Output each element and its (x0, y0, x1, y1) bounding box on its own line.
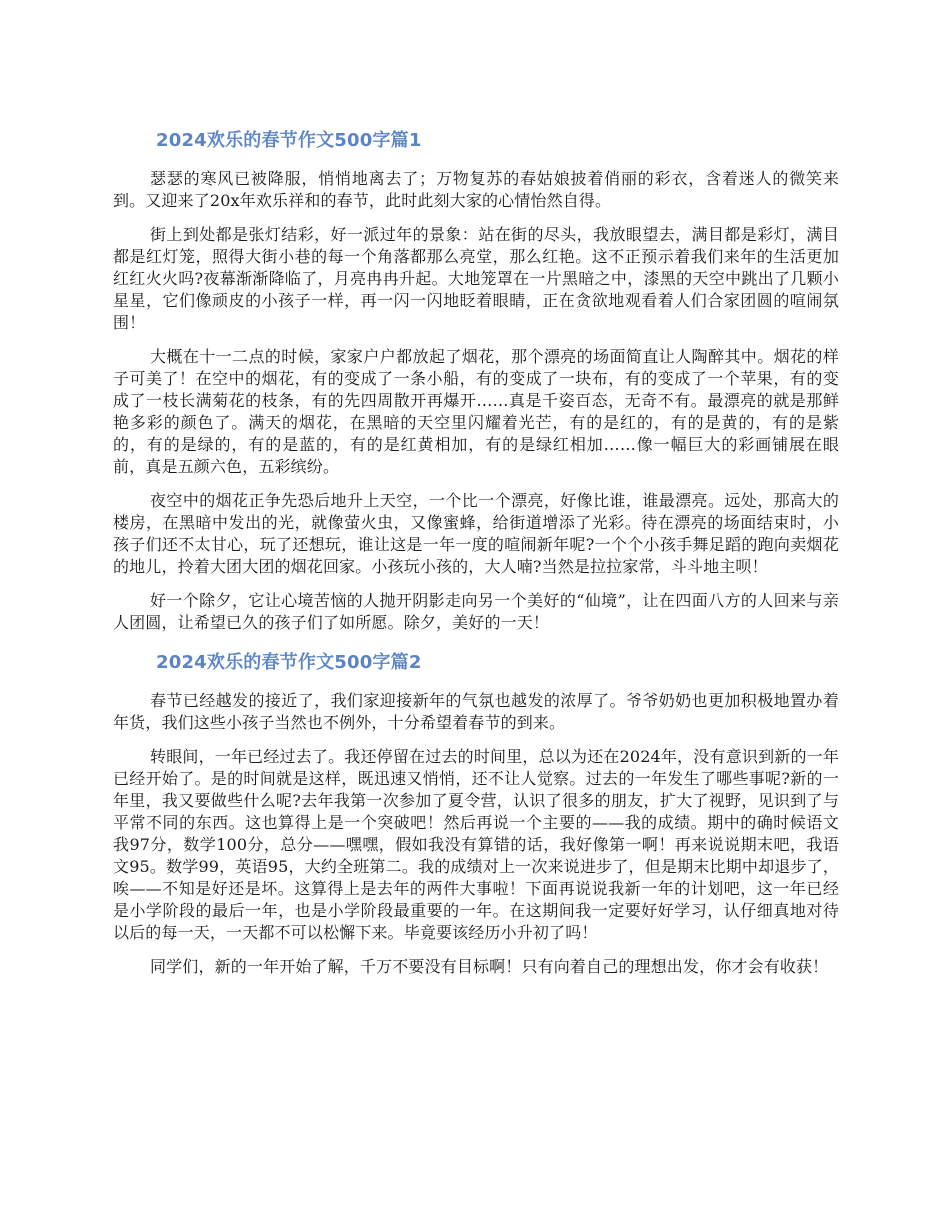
section-1-paragraph-4: 夜空中的烟花正争先恐后地升上天空，一个比一个漂亮，好像比谁，谁最漂亮。远处，那高大的楼房，在黑暗中发出的光，就像萤火虫，又像蜜蜂，给街道增添了光彩。待在漂亮的场面结束时，小孩子们还不太甘心，玩了还想玩，谁让这是一年一度的喧闹新年呢?一个个小孩手舞足蹈的跑向卖烟花的地儿，拎着大团大团的烟花回家。小孩玩小孩的，大人喃?当然是拉拉家常，斗斗地主呗！ (113, 491, 839, 576)
section-2-paragraph-1: 春节已经越发的接近了，我们家迎接新年的气氛也越发的浓厚了。爷爷奶奶也更加积极地置办着年货，我们这些小孩子当然也不例外，十分希望着春节的到来。 (113, 691, 839, 732)
section-2-paragraph-2: 转眼间，一年已经过去了。我还停留在过去的时间里，总以为还在2024年，没有意识到新的一年已经开始了。是的时间就是这样，既迅速又悄悄，还不让人觉察。过去的一年发生了哪些事呢?新的一年里，我又要做些什么呢?去年我第一次参加了夏令营，认识了很多的朋友，扩大了视野，见识到了与平常不同的东西。这也算得上是一个突破吧！然后再说一个主要的——我的成绩。期中的确时候语文我97分，数学100分，总分——嘿嘿，假如我没有算错的话，我好像第一啊！再来说说期末吧，我语文95。数学99，英语95，大约全班第二。我的成绩对上一次来说进步了，但是期末比期中却退步了，唉——不知是好还是坏。这算得上是去年的两件大事啦！下面再说说我新一年的计划吧，这一年已经是小学阶段的最后一年，也是小学阶段最重要的一年。在这期间我一定要好好学习，认仔细真地对待以后的每一天，一天都不可以松懈下来。毕竟要该经历小升初了吗！ (113, 747, 839, 942)
section-1-paragraph-2: 街上到处都是张灯结彩，好一派过年的景象：站在街的尽头，我放眼望去，满目都是彩灯，满目都是红灯笼，照得大街小巷的每一个角落都那么亮堂，那么红艳。这不正预示着我们来年的生活更加红红火火吗?夜幕渐渐降临了，月亮冉冉升起。大地笼罩在一片黑暗之中，漆黑的天空中跳出了几颗小星星，它们像顽皮的小孩子一样，再一闪一闪地眨着眼睛，正在贪欲地观看着人们合家团圆的喧闹氛围！ (113, 225, 839, 332)
essay-section-2 (113, 646, 839, 978)
section-2-title: 2024欢乐的春节作文500字篇2 (156, 652, 422, 673)
section-1-paragraph-1: 瑟瑟的寒风已被降服，悄悄地离去了；万物复苏的春姑娘披着俏丽的彩衣，含着迷人的微笑来到。又迎来了20x年欢乐祥和的春节，此时此刻大家的心情怡然自得。 (113, 169, 839, 210)
section-2-paragraph-3: 同学们，新的一年开始了解，千万不要没有目标啊！只有向着自己的理想出发，你才会有收获！ (150, 957, 829, 976)
section-1-title: 2024欢乐的春节作文500字篇1 (156, 130, 422, 151)
essay-section-1 (113, 124, 839, 634)
section-1-paragraph-5: 好一个除夕，它让心境苦恼的人抛开阴影走向另一个美好的“仙境”，让在四面八方的人回来与亲人团圆，让希望已久的孩子们了如所愿。除夕，美好的一天！ (113, 591, 839, 632)
document-page (113, 124, 839, 990)
section-1-paragraph-3: 大概在十一二点的时候，家家户户都放起了烟花，那个漂亮的场面简直让人陶醉其中。烟花的样子可美了！在空中的烟花，有的变成了一条小船，有的变成了一块布，有的变成了一个苹果，有的变成了一枝长满菊花的枝条，有的先四周散开再爆开……真是千姿百态，无奇不有。最漂亮的就是那鲜艳多彩的颜色了。满天的烟花，在黑暗的天空里闪耀着光芒，有的是红的，有的是黄的，有的是紫的，有的是绿的，有的是蓝的，有的是红黄相加，有的是绿红相加……像一幅巨大的彩画铺展在眼前，真是五颜六色，五彩缤纷。 (113, 347, 839, 476)
